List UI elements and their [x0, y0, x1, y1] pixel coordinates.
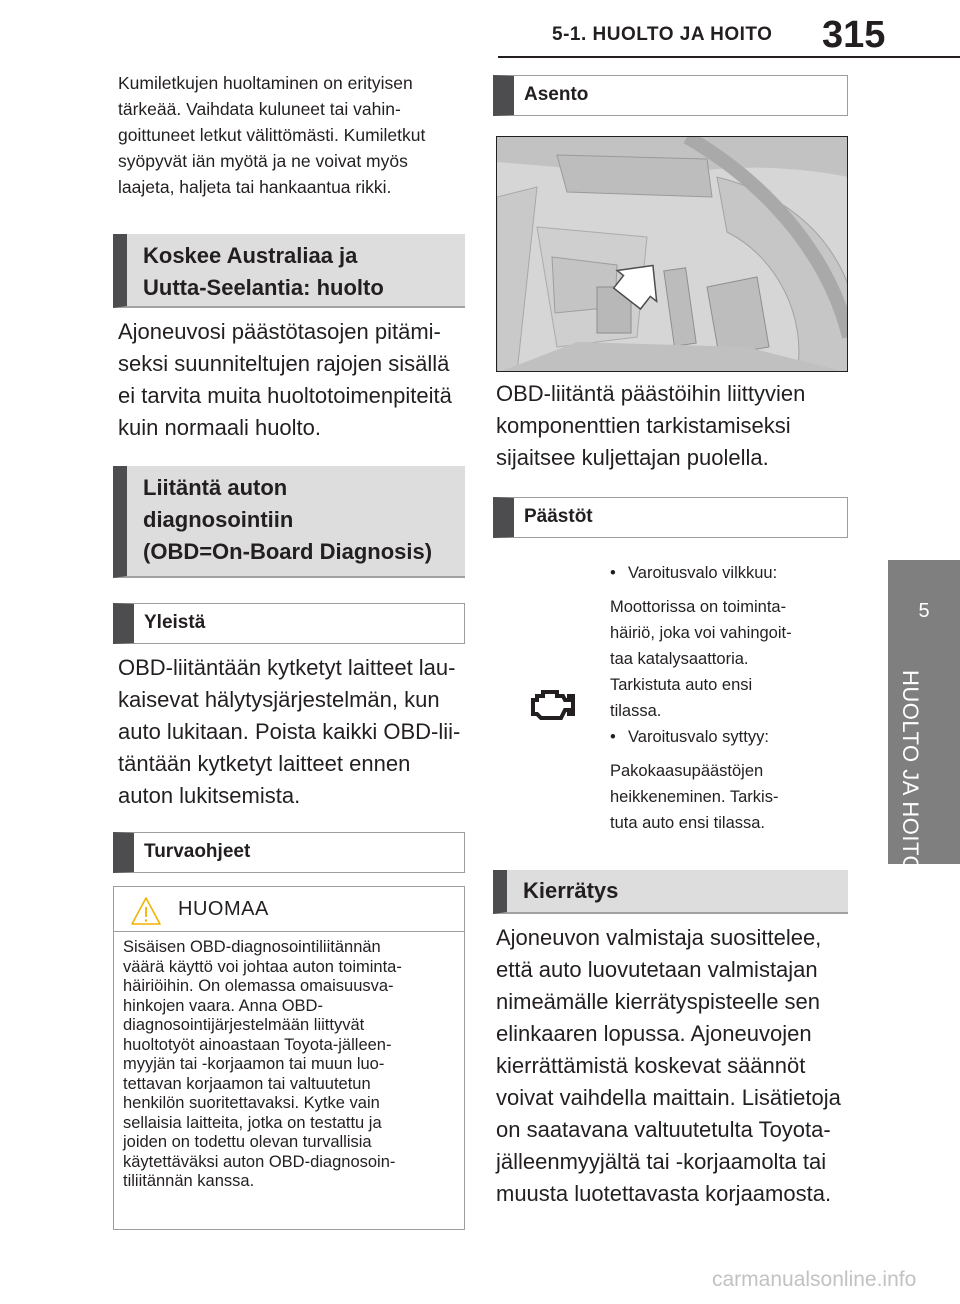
list-item: [610, 724, 850, 750]
text-line: jälleenmyyjältä tai -korjaamolta tai: [496, 1149, 827, 1174]
text-line: ei tarvita muita huoltotoimenpiteitä: [118, 383, 452, 408]
recycling-paragraph: [496, 922, 856, 1210]
text-line: että auto luovutetaan valmistajan: [496, 957, 818, 982]
text-line: tärkeää. Vaihdata kuluneet tai vahin-: [118, 99, 401, 119]
bullet-label: Varoitusvalo vilkkuu:: [628, 564, 778, 582]
text-line: OBD-liitäntä päästöihin liittyvien: [496, 381, 806, 406]
text-line: myyjän tai -korjaamon tai muun luo-: [123, 1055, 385, 1073]
text-line: huoltotyöt ainoastaan Toyota-jälleen-: [123, 1035, 392, 1054]
text-line: tettavan korjaamon tai valtuutetun: [123, 1074, 371, 1093]
text-line: väärä käyttö voi johtaa auton toiminta-: [123, 957, 402, 976]
text-line: hinkojen vaara. Anna OBD-: [123, 996, 323, 1015]
heading-line: Koskee Australiaa ja: [143, 243, 358, 268]
text-line: täntään kytketyt laitteet ennen: [118, 751, 411, 776]
text-line: kuin normaali huolto.: [118, 415, 322, 440]
text-line: OBD-liitäntään kytketyt laitteet lau-: [118, 655, 456, 680]
text-line: nimeämälle kierrätyspisteelle sen: [496, 989, 821, 1014]
obd-heading: [113, 466, 465, 578]
bullet-text: [610, 594, 850, 724]
obd-location-photo: [496, 136, 848, 372]
text-line: goittuneet letkut välittömästi. Kumiletkut: [118, 125, 426, 145]
text-line: tilassa.: [610, 702, 662, 720]
text-line: komponenttien tarkistamiseksi: [496, 413, 791, 438]
bullet-label: Varoitusvalo syttyy:: [628, 728, 769, 746]
position-paragraph: [496, 378, 856, 474]
text-line: häiriöihin. On olemassa omaisuusva-: [123, 977, 394, 995]
check-engine-icon: [529, 688, 577, 722]
heading-line: Uutta-Seelantia: huolto: [143, 275, 384, 300]
chapter-title: HUOLTO JA HOITO: [898, 670, 923, 874]
text-line: syöpyvät iän myötä ja ne voivat myös: [118, 151, 408, 171]
text-line: kierrättämistä koskevat säännöt: [496, 1053, 806, 1078]
general-heading: Yleistä: [113, 603, 465, 644]
text-line: auton lukitsemista.: [118, 783, 301, 808]
emissions-list: [610, 560, 850, 836]
text-line: voivat vaihdella maittain. Lisätietoja: [496, 1085, 841, 1110]
text-line: tiliitännän kanssa.: [123, 1172, 255, 1190]
heading-line: (OBD=On-Board Diagnosis): [143, 539, 433, 564]
text-line: laajeta, haljeta tai hankaantua rikki.: [118, 177, 392, 197]
text-line: diagnosointijärjestelmään liittyvät: [123, 1016, 365, 1034]
text-line: henkilön suoritettavaksi. Kytke vain: [123, 1094, 380, 1112]
text-line: sellaisia laitteita, jotka on testattu ja: [123, 1113, 382, 1132]
header-rule: [498, 56, 960, 58]
text-line: Kumiletkujen huoltaminen on erityisen: [118, 73, 413, 93]
text-line: häiriö, joka voi vahingoit-: [610, 624, 792, 642]
text-line: taa katalysaattoria.: [610, 650, 749, 668]
safety-heading: Turvaohjeet: [113, 832, 465, 873]
warning-title: HUOMAA: [178, 898, 269, 920]
heading-line: diagnosointiin: [143, 507, 294, 532]
list-item: [610, 560, 850, 586]
position-heading: Asento: [493, 75, 848, 116]
emissions-heading: Päästöt: [493, 497, 848, 538]
bullet-icon: •: [610, 728, 616, 746]
text-line: seksi suunniteltujen rajojen sisällä: [118, 351, 450, 376]
text-line: sijaitsee kuljettajan puolella.: [496, 445, 769, 470]
text-line: kaisevat hälytysjärjestelmän, kun: [118, 687, 440, 712]
text-line: elinkaaren lopussa. Ajoneuvojen: [496, 1021, 812, 1046]
text-line: Moottorissa on toiminta-: [610, 598, 787, 616]
general-paragraph: [118, 652, 463, 812]
text-line: Sisäisen OBD-diagnosointiliitännän: [123, 938, 381, 956]
warning-triangle-icon: [130, 896, 162, 926]
text-line: Ajoneuvosi päästötasojen pitämi-: [118, 319, 441, 344]
car-interior-image: [497, 137, 848, 372]
text-line: heikkeneminen. Tarkis-: [610, 788, 779, 806]
text-line: on saatavana valtuutetulta Toyota-: [496, 1117, 831, 1142]
page-number: 315: [822, 14, 886, 56]
watermark: carmanualsonline.info: [712, 1268, 917, 1291]
chapter-number: 5: [918, 600, 930, 622]
section-title: 5-1. HUOLTO JA HOITO: [552, 24, 773, 45]
text-line: Tarkistuta auto ensi: [610, 676, 753, 694]
heading-line: Liitäntä auton: [143, 475, 288, 500]
text-line: Pakokaasupäästöjen: [610, 762, 764, 780]
text-line: käytettäväksi auton OBD-diagnosoin-: [123, 1152, 396, 1171]
bullet-icon: •: [610, 564, 616, 582]
warning-header: [114, 887, 464, 932]
text-line: muusta luotettavasta korjaamosta.: [496, 1181, 832, 1206]
warning-body: [114, 932, 464, 1192]
bullet-text: [610, 758, 850, 836]
australia-heading: [113, 234, 465, 308]
text-line: auto lukitaan. Poista kaikki OBD-lii-: [118, 719, 461, 744]
intro-paragraph: [118, 70, 463, 200]
australia-paragraph: [118, 316, 463, 444]
text-line: tuta auto ensi tilassa.: [610, 814, 766, 832]
warning-box: [113, 886, 465, 1230]
text-line: Ajoneuvon valmistaja suosittelee,: [496, 925, 822, 950]
text-line: joiden on todettu olevan turvallisia: [123, 1133, 372, 1151]
recycling-heading: Kierrätys: [493, 870, 848, 914]
